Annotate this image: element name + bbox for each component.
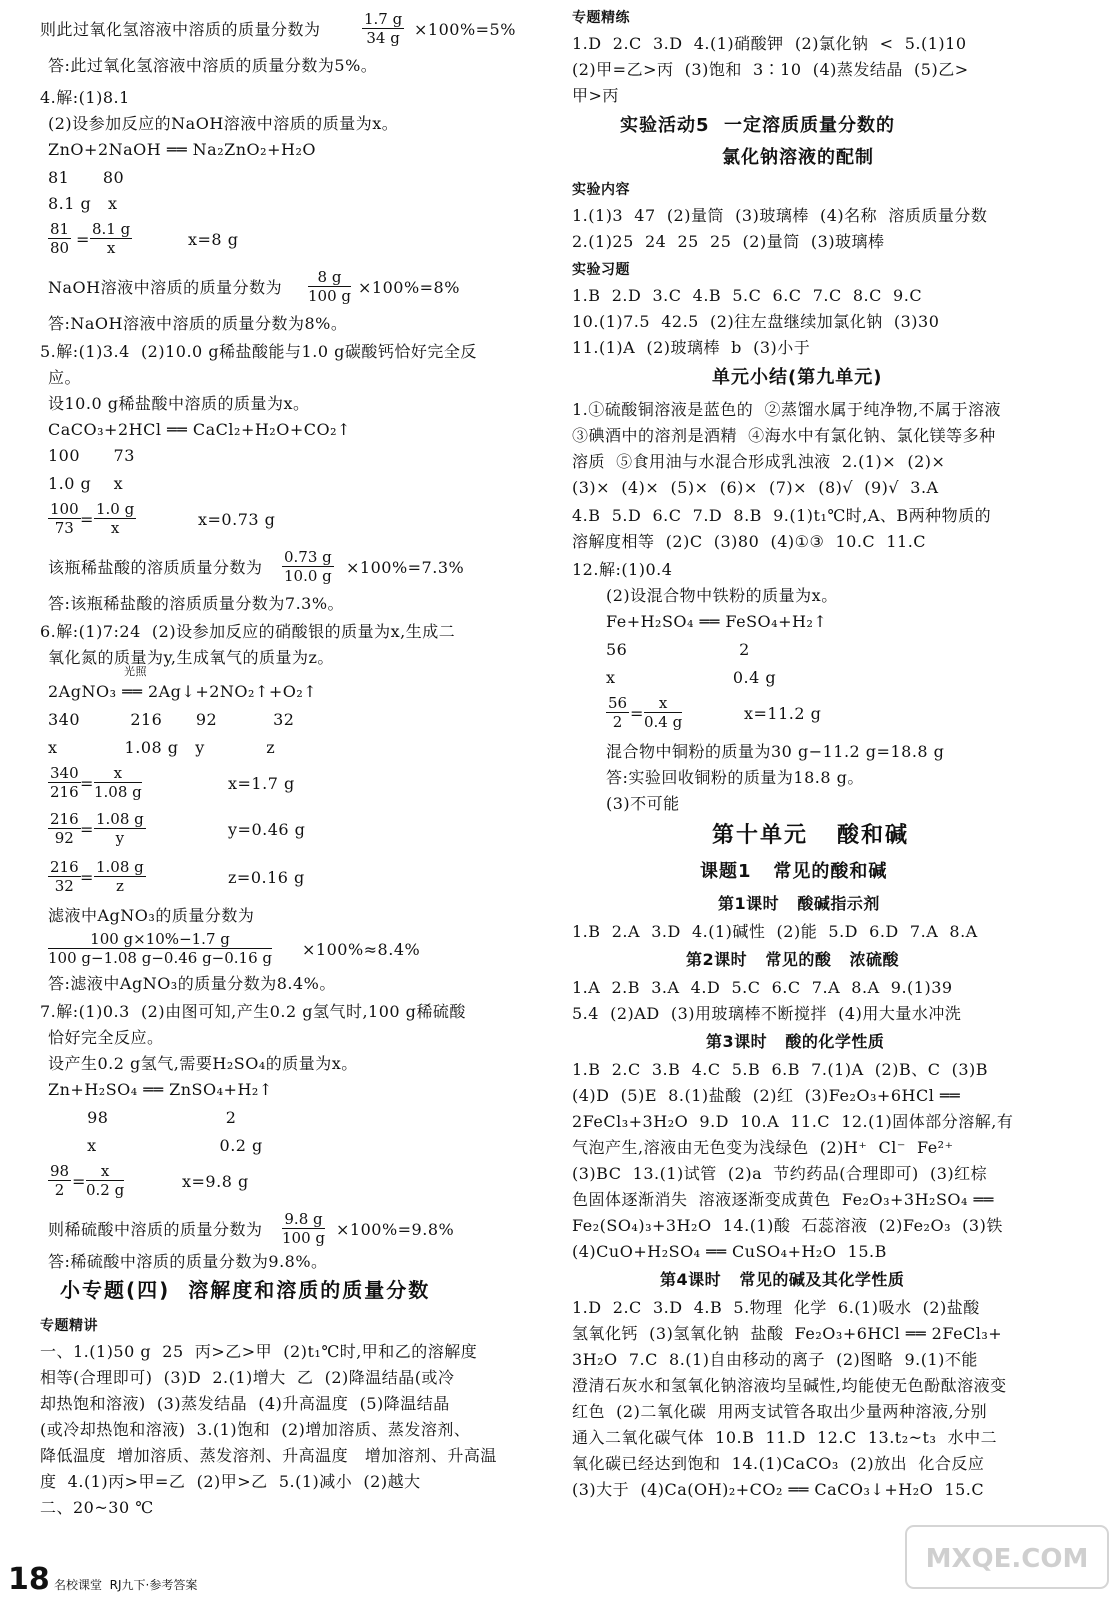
equals: = bbox=[630, 704, 644, 723]
line: 1.B 2.D 3.C 4.B 5.C 6.C 7.C 8.C 9.C bbox=[572, 286, 923, 305]
line: 滤液中AgNO₃的质量分数为 bbox=[48, 906, 255, 925]
result: x=0.73 g bbox=[198, 510, 276, 529]
fraction: $\frac{81}{80}$ bbox=[50, 220, 70, 257]
line: (4)CuO+H₂SO₄ ══ CuSO₄+H₂O 15.B bbox=[572, 1242, 887, 1261]
line: 却热饱和溶液) (3)蒸发结晶 (4)升高温度 (5)降温结晶 bbox=[40, 1394, 450, 1413]
fraction: $\frac{98}{2}$ bbox=[50, 1162, 70, 1199]
result: z=0.16 g bbox=[228, 868, 305, 887]
line: 8.1 g x bbox=[48, 194, 118, 213]
line: (3)不可能 bbox=[606, 794, 680, 813]
equals: = bbox=[80, 774, 94, 793]
line: 溶质 ⑤食用油与水混合形成乳浊液 2.(1)× (2)× bbox=[572, 452, 946, 471]
line: 则此过氧化氢溶液中溶质的质量分数为 bbox=[40, 20, 321, 39]
line: 降低温度 增加溶质、蒸发溶剂、升高温度 增加溶剂、升高温 bbox=[40, 1446, 497, 1465]
line: 1.D 2.C 3.D 4.B 5.物理 化学 6.(1)吸水 (2)盐酸 bbox=[572, 1298, 980, 1317]
equals: = bbox=[72, 1172, 86, 1191]
fraction: $\frac{56}{2}$ bbox=[608, 694, 628, 731]
line: 红色 (2)二氧化碳 用两支试管各取出少量两种溶液,分别 bbox=[572, 1402, 988, 1421]
line: ×100%=7.3% bbox=[346, 558, 465, 577]
period-heading: 第1课时 酸碱指示剂 bbox=[718, 894, 880, 913]
line: 1.B 2.A 3.D 4.(1)碱性 (2)能 5.D 6.D 7.A 8.A bbox=[572, 922, 978, 941]
line: 1.(1)3 47 (2)量筒 (3)玻璃棒 (4)名称 溶质质量分数 bbox=[572, 206, 988, 225]
line: x 1.08 g y z bbox=[48, 738, 276, 757]
line: 设10.0 g稀盐酸中溶质的质量为x。 bbox=[48, 394, 310, 413]
line: 氧化氮的质量为y,生成氧气的质量为z。 bbox=[48, 648, 334, 667]
fraction: $\frac{x}{0.4 g}$ bbox=[644, 694, 683, 731]
period-heading: 第3课时 酸的化学性质 bbox=[706, 1032, 885, 1051]
fraction: $\frac{1.08 g}{y}$ bbox=[96, 810, 144, 847]
line: 100 73 bbox=[48, 446, 135, 465]
line: 溶解度相等 (2)C (3)80 (4)①③ 10.C 11.C bbox=[572, 532, 927, 551]
watermark-logo bbox=[902, 1522, 1112, 1592]
line: 2FeCl₃+3H₂O 9.D 10.A 11.C 12.(1)固体部分溶解,有 bbox=[572, 1112, 1014, 1131]
line: (或冷却热饱和溶液) 3.(1)饱和 (2)增加溶质、蒸发溶剂、 bbox=[40, 1420, 471, 1439]
line: 一、1.(1)50 g 25 丙>乙>甲 (2)t₁℃时,甲和乙的溶解度 bbox=[40, 1342, 478, 1361]
line: (2)设混合物中铁粉的质量为x。 bbox=[606, 586, 838, 605]
condition-label: 光照 bbox=[124, 665, 147, 678]
line: 相等(合理即可) (3)D 2.(1)增大 乙 (2)降温结晶(或冷 bbox=[40, 1368, 455, 1387]
line: 甲>丙 bbox=[572, 86, 619, 105]
line: 1.0 g x bbox=[48, 474, 124, 493]
line: 4.B 5.D 6.C 7.D 8.B 9.(1)t₁℃时,A、B两种物质的 bbox=[572, 506, 992, 525]
fraction: $\frac{1.08 g}{z}$ bbox=[96, 858, 144, 895]
line: 该瓶稀盐酸的溶质质量分数为 bbox=[48, 558, 263, 577]
equation: Fe+H₂SO₄ ══ FeSO₄+H₂↑ bbox=[606, 612, 828, 631]
line: ×100%=5% bbox=[414, 20, 516, 39]
line: 4.解:(1)8.1 bbox=[40, 88, 130, 107]
line: 答:滤液中AgNO₃的质量分数为8.4%。 bbox=[48, 974, 336, 993]
fraction: $\frac{216}{92}$ bbox=[50, 810, 79, 847]
fraction: $\frac{100}{73}$ bbox=[50, 500, 79, 537]
line: ×100%≈8.4% bbox=[302, 940, 421, 959]
line: 98 2 bbox=[48, 1108, 237, 1127]
line: 答:稀硫酸中溶质的质量分数为9.8%。 bbox=[48, 1252, 328, 1271]
line: (2)甲=乙>丙 (3)饱和 3∶10 (4)蒸发结晶 (5)乙> bbox=[572, 60, 969, 79]
fraction: $\frac{216}{32}$ bbox=[50, 858, 79, 895]
fraction: $\frac{1.7 g}{34 g}$ bbox=[364, 10, 403, 47]
line: 7.解:(1)0.3 (2)由图可知,产生0.2 g氢气时,100 g稀硫酸 bbox=[40, 1002, 466, 1021]
line: (2)设参加反应的NaOH溶液中溶质的质量为x。 bbox=[48, 114, 399, 133]
line: 应。 bbox=[48, 368, 82, 387]
equation: CaCO₃+2HCl ══ CaCl₂+H₂O+CO₂↑ bbox=[48, 420, 351, 439]
line: 答:实验回收铜粉的质量为18.8 g。 bbox=[606, 768, 864, 787]
line: 恰好完全反应。 bbox=[48, 1028, 164, 1047]
line: 1.B 2.C 3.B 4.C 5.B 6.B 7.(1)A (2)B、C (3)B bbox=[572, 1060, 989, 1079]
line: 澄清石灰水和氢氧化钠溶液均呈碱性,均能使无色酚酞溶液变 bbox=[572, 1376, 1007, 1395]
result: y=0.46 g bbox=[228, 820, 306, 839]
line: 答:NaOH溶液中溶质的质量分数为8%。 bbox=[48, 314, 348, 333]
fraction: $\frac{340}{216}$ bbox=[50, 764, 79, 801]
section-heading: 单元小结(第九单元) bbox=[712, 367, 883, 388]
line: 氧化碳已经达到饱和 14.(1)CaCO₃ (2)放出 化合反应 bbox=[572, 1454, 985, 1473]
section-heading: 实验活动5 一定溶质质量分数的 bbox=[620, 115, 896, 136]
line: 10.(1)7.5 42.5 (2)往左盘继续加氯化钠 (3)30 bbox=[572, 312, 940, 331]
line: (3)大于 (4)Ca(OH)₂+CO₂ ══ CaCO₃↓+H₂O 15.C bbox=[572, 1480, 985, 1499]
subheading: 专题精练 bbox=[572, 10, 630, 26]
fraction: $\frac{8.1 g}{x}$ bbox=[92, 220, 131, 257]
fraction: $\frac{0.73 g}{10.0 g}$ bbox=[284, 548, 332, 585]
line: x 0.4 g bbox=[606, 668, 777, 687]
line: ③碘酒中的溶剂是酒精 ④海水中有氯化钠、氯化镁等多种 bbox=[572, 426, 996, 445]
line: 1.D 2.C 3.D 4.(1)硝酸钾 (2)氯化钠 < 5.(1)10 bbox=[572, 34, 967, 53]
line: 色固体逐渐消失 溶液逐渐变成黄色 Fe₂O₃+3H₂SO₄ ══ bbox=[572, 1190, 994, 1209]
line: 5.解:(1)3.4 (2)10.0 g稀盐酸能与1.0 g碳酸钙恰好完全反 bbox=[40, 342, 477, 361]
page-number: 18 bbox=[8, 1562, 50, 1597]
period-heading: 第4课时 常见的碱及其化学性质 bbox=[660, 1270, 905, 1289]
line: 气泡产生,溶液由无色变为浅绿色 (2)H⁺ Cl⁻ Fe²⁺ bbox=[572, 1138, 954, 1157]
result: x=1.7 g bbox=[228, 774, 295, 793]
lesson-heading: 课题1 常见的酸和碱 bbox=[700, 861, 888, 882]
line: 340 216 92 32 bbox=[48, 710, 295, 729]
line: 则稀硫酸中溶质的质量分数为 bbox=[48, 1220, 263, 1239]
section-heading: 小专题(四) 溶解度和溶质的质量分数 bbox=[60, 1278, 431, 1302]
fraction: $\frac{x}{0.2 g}$ bbox=[86, 1162, 125, 1199]
result: x=11.2 g bbox=[744, 704, 822, 723]
fraction: $\frac{x}{1.08 g}$ bbox=[94, 764, 142, 801]
equation: 2AgNO₃ ══ 2Ag↓+2NO₂↑+O₂↑ bbox=[48, 682, 318, 701]
result: x=9.8 g bbox=[182, 1172, 249, 1191]
equation: ZnO+2NaOH ══ Na₂ZnO₂+H₂O bbox=[48, 140, 316, 159]
line: (3)× (4)× (5)× (6)× (7)× (8)√ (9)√ 3.A bbox=[572, 478, 939, 497]
line: 5.4 (2)AD (3)用玻璃棒不断搅拌 (4)用大量水冲洗 bbox=[572, 1004, 962, 1023]
line: (3)BC 13.(1)试管 (2)a 节约药品(合理即可) (3)红棕 bbox=[572, 1164, 988, 1183]
equals: = bbox=[80, 510, 94, 529]
line: (4)D (5)E 8.(1)盐酸 (2)红 (3)Fe₂O₃+6HCl ══ bbox=[572, 1086, 961, 1105]
line: Fe₂(SO₄)₃+3H₂O 14.(1)酸 石蕊溶液 (2)Fe₂O₃ (3)铁 bbox=[572, 1216, 1003, 1235]
fraction: $\frac{1.0 g}{x}$ bbox=[96, 500, 135, 537]
line: 混合物中铜粉的质量为30 g−11.2 g=18.8 g bbox=[606, 742, 945, 761]
line: 2.(1)25 24 25 25 (2)量筒 (3)玻璃棒 bbox=[572, 232, 885, 251]
unit-heading: 第十单元 酸和碱 bbox=[712, 823, 909, 848]
equation: Zn+H₂SO₄ ══ ZnSO₄+H₂↑ bbox=[48, 1080, 273, 1099]
line: ×100%=9.8% bbox=[336, 1220, 455, 1239]
footer-note: 名校课堂 RJ九下·参考答案 bbox=[54, 1578, 198, 1592]
line: 56 2 bbox=[606, 640, 750, 659]
equals: = bbox=[80, 868, 94, 887]
fraction: $\frac{9.8 g}{100 g}$ bbox=[282, 1210, 326, 1247]
line: 3H₂O 7.C 8.(1)自由移动的离子 (2)图略 9.(1)不能 bbox=[572, 1350, 978, 1369]
line: ×100%=8% bbox=[358, 278, 460, 297]
line: 度 4.(1)丙>甲=乙 (2)甲>乙 5.(1)减小 (2)越大 bbox=[40, 1472, 421, 1491]
result: x=8 g bbox=[188, 230, 239, 249]
line: 答:该瓶稀盐酸的溶质质量分数为7.3%。 bbox=[48, 594, 345, 613]
line: 12.解:(1)0.4 bbox=[572, 560, 673, 579]
watermark-text: MXQE.COM bbox=[925, 1544, 1089, 1574]
line: NaOH溶液中溶质的质量分数为 bbox=[48, 278, 283, 297]
line: 答:此过氧化氢溶液中溶质的质量分数为5%。 bbox=[48, 56, 378, 75]
line: 通入二氧化碳气体 10.B 11.D 12.C 13.t₂~t₃ 水中二 bbox=[572, 1428, 998, 1447]
subheading: 实验习题 bbox=[572, 262, 630, 278]
line: 81 80 bbox=[48, 168, 125, 187]
equals: = bbox=[76, 230, 90, 249]
line: 氢氧化钙 (3)氢氧化钠 盐酸 Fe₂O₃+6HCl ══ 2FeCl₃+ bbox=[572, 1324, 1003, 1343]
line: 1.A 2.B 3.A 4.D 5.C 6.C 7.A 8.A 9.(1)39 bbox=[572, 978, 953, 997]
period-heading: 第2课时 常见的酸 浓硫酸 bbox=[686, 950, 900, 969]
line: 6.解:(1)7:24 (2)设参加反应的硝酸银的质量为x,生成二 bbox=[40, 622, 456, 641]
subheading: 专题精讲 bbox=[40, 1318, 98, 1334]
line: 二、20~30 ℃ bbox=[40, 1498, 154, 1517]
fraction: $\frac{8 g}{100 g}$ bbox=[308, 268, 352, 305]
line: 1.①硫酸铜溶液是蓝色的 ②蒸馏水属于纯净物,不属于溶液 bbox=[572, 400, 1002, 419]
section-heading: 氯化钠溶液的配制 bbox=[722, 147, 874, 168]
equals: = bbox=[80, 820, 94, 839]
line: 设产生0.2 g氢气,需要H₂SO₄的质量为x。 bbox=[48, 1054, 358, 1073]
line: 11.(1)A (2)玻璃棒 b (3)小于 bbox=[572, 338, 811, 357]
fraction: $\frac{100 g\times 10\%-1.7 g}{100 g-1.08 g-0.46 g-0.16 g}$ bbox=[48, 930, 273, 967]
line: x 0.2 g bbox=[48, 1136, 263, 1155]
subheading: 实验内容 bbox=[572, 182, 630, 198]
